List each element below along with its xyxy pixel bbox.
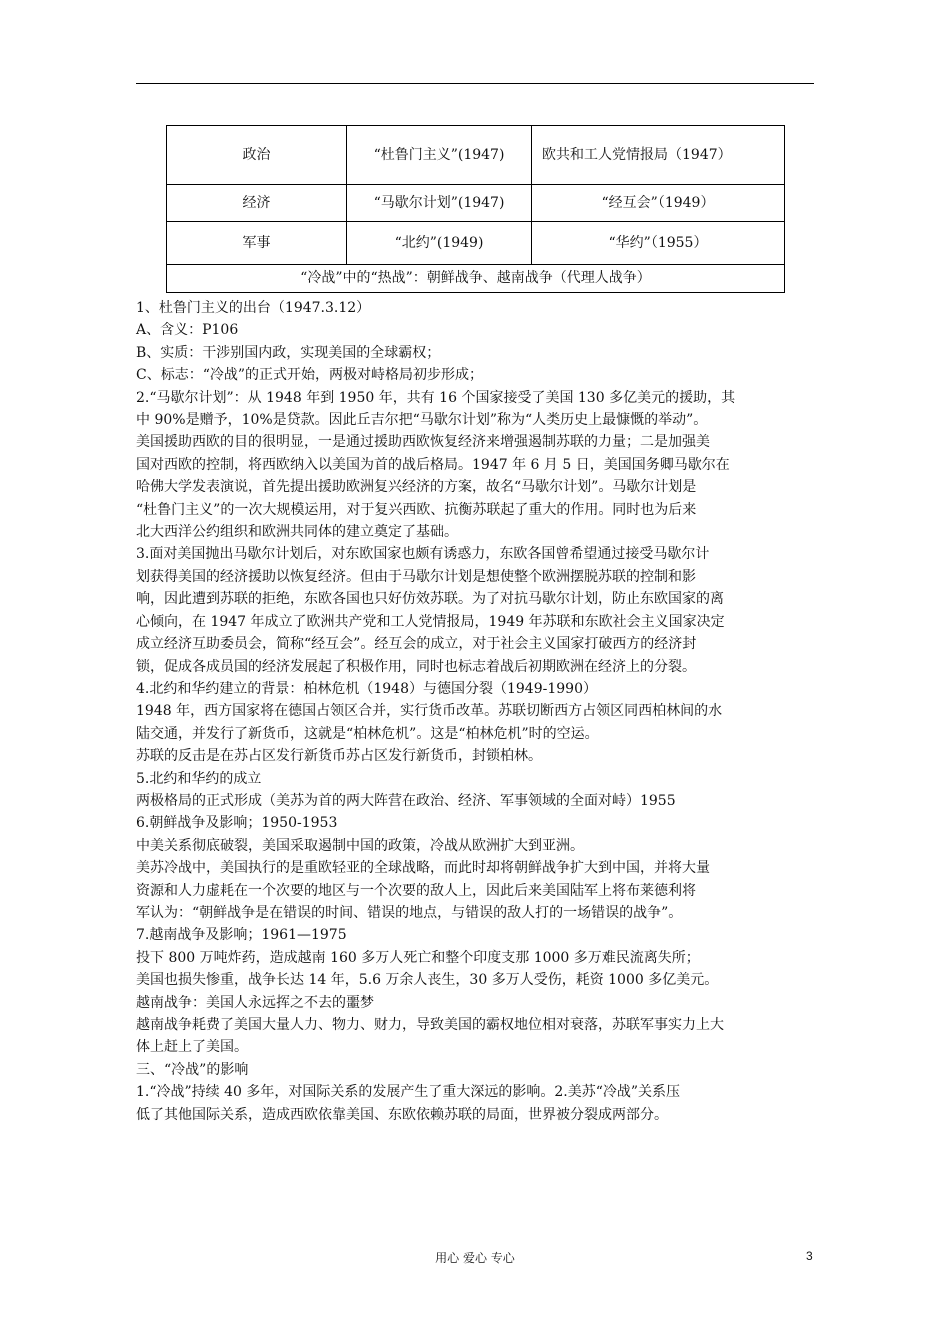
cold-war-summary-table xyxy=(166,125,785,293)
text-line: 4.北约和华约建立的背景：柏林危机（1948）与德国分裂（1949-1990） xyxy=(136,680,597,697)
text-line: 1948 年，西方国家将在德国占领区合并，实行货币改革。苏联切断西方占领区同西柏林间的水 xyxy=(136,703,723,720)
text-line: 中 90%是赠予，10%是贷款。因此丘吉尔把“马歇尔计划”称为“人类历史上最慷慨的举动”。 xyxy=(136,412,708,429)
text-line: C、标志：“冷战”的正式开始，两极对峙格局初步形成； xyxy=(136,367,484,384)
text-line: 北大西洋公约组织和欧洲共同体的建立奠定了基础。 xyxy=(136,524,458,541)
us-side-economy: “马歇尔计划”(1947) xyxy=(347,185,532,222)
us-side-politics: “杜鲁门主义”(1947) xyxy=(347,126,532,185)
table-row xyxy=(167,222,785,265)
text-line: 国对西欧的控制，将西欧纳入以美国为首的战后格局。1947 年 6 月 5 日，美国国务卿马歇尔在 xyxy=(136,456,730,473)
us-side-military: “北约”(1949) xyxy=(347,222,532,265)
text-line: 陆交通，并发行了新货币，这就是“柏林危机”。这是“柏林危机”时的空运。 xyxy=(136,725,599,742)
row-label-economy: 经济 xyxy=(167,185,347,222)
text-line: 响，因此遭到苏联的拒绝，东欧各国也只好仿效苏联。为了对抗马歇尔计划，防止东欧国家的离 xyxy=(136,591,724,608)
text-line: 美苏冷战中，美国执行的是重欧轻亚的全球战略，而此时却将朝鲜战争扩大到中国，并将大量 xyxy=(136,860,710,877)
text-line: A、含义：P106 xyxy=(136,322,239,339)
header-rule xyxy=(136,83,814,84)
text-line: 三、“冷战”的影响 xyxy=(136,1061,249,1078)
ussr-side-military: “华约”（1955） xyxy=(532,222,785,265)
text-line: B、实质：干涉别国内政，实现美国的全球霸权； xyxy=(136,344,441,361)
ussr-side-economy: “经互会”（1949） xyxy=(532,185,785,222)
text-line: 成立经济互助委员会，简称“经互会”。经互会的成立，对于社会主义国家打破西方的经济封 xyxy=(136,636,697,653)
text-line: 美国也损失惨重，战争长达 14 年，5.6 万余人丧生，30 多万人受伤，耗资 1000 多亿美元。 xyxy=(136,972,719,989)
table-row xyxy=(167,265,785,293)
row-label-politics: 政治 xyxy=(167,126,347,185)
text-line: 1.“冷战”持续 40 多年，对国际关系的发展产生了重大深远的影响。2.美苏“冷战”关系压 xyxy=(136,1084,681,1101)
text-line: 心倾向，在 1947 年成立了欧洲共产党和工人党情报局，1949 年苏联和东欧社会主义国家决定 xyxy=(136,613,725,630)
text-line: 5.北约和华约的成立 xyxy=(136,770,262,787)
text-line: 锁，促成各成员国的经济发展起了积极作用，同时也标志着战后初期欧洲在经济上的分裂。 xyxy=(136,658,696,675)
text-line: 美国援助西欧的目的很明显，一是通过援助西欧恢复经济来增强遏制苏联的力量；二是加强美 xyxy=(136,434,710,451)
page-footer: 用心 爱心 专心 xyxy=(435,1251,515,1265)
table-row xyxy=(167,126,785,185)
text-line: 哈佛大学发表演说，首先提出援助欧洲复兴经济的方案，故名“马歇尔计划”。马歇尔计划是 xyxy=(136,479,697,496)
text-line: 越南战争耗费了美国大量人力、物力、财力，导致美国的霸权地位相对衰落，苏联军事实力上大 xyxy=(136,1017,724,1033)
text-line: 军认为：“朝鲜战争是在错误的时间、错误的地点，与错误的敌人打的一场错误的战争”。 xyxy=(136,904,683,921)
text-line: 资源和人力虚耗在一个次要的地区与一个次要的敌人上，因此后来美国陆军上将布莱德利将 xyxy=(136,882,696,899)
row-label-military: 军事 xyxy=(167,222,347,265)
text-line: 6.朝鲜战争及影响；1950-1953 xyxy=(136,815,338,832)
hot-war-row: “冷战”中的“热战”：朝鲜战争、越南战争（代理人战争） xyxy=(167,265,785,293)
text-line: 体上赶上了美国。 xyxy=(136,1039,248,1056)
body-text xyxy=(136,297,818,1126)
text-line: 3.面对美国抛出马歇尔计划后，对东欧国家也颇有诱惑力，东欧各国曾希望通过接受马歇尔计 xyxy=(136,546,710,563)
text-line: 中美关系彻底破裂，美国采取遏制中国的政策，冷战从欧洲扩大到亚洲。 xyxy=(136,837,584,854)
text-line: 2.“马歇尔计划”：从 1948 年到 1950 年，共有 16 个国家接受了美国 130 多亿美元的援助，其 xyxy=(136,389,736,406)
text-line: 7.越南战争及影响；1961—1975 xyxy=(136,927,347,944)
table-row xyxy=(167,185,785,222)
text-line: 1、杜鲁门主义的出台（1947.3.12） xyxy=(136,300,371,316)
text-line: 两极格局的正式形成（美苏为首的两大阵营在政治、经济、军事领域的全面对峙）1955 xyxy=(136,792,676,809)
text-line: 苏联的反击是在苏占区发行新货币苏占区发行新货币，封锁柏林。 xyxy=(136,748,542,765)
text-line: “杜鲁门主义”的一次大规模运用，对于复兴西欧、抗衡苏联起了重大的作用。同时也为后来 xyxy=(136,501,697,518)
ussr-side-politics: 欧共和工人党情报局（1947） xyxy=(532,126,785,185)
text-line: 投下 800 万吨炸药，造成越南 160 多万人死亡和整个印度支那 1000 多万难民流离失所； xyxy=(136,949,700,966)
page-number: 3 xyxy=(806,1249,813,1263)
text-line: 越南战争：美国人永远挥之不去的噩梦 xyxy=(136,994,374,1011)
text-line: 低了其他国际关系，造成西欧依靠美国、东欧依赖苏联的局面，世界被分裂成两部分。 xyxy=(136,1106,668,1123)
text-line: 划获得美国的经济援助以恢复经济。但由于马歇尔计划是想使整个欧洲摆脱苏联的控制和影 xyxy=(136,568,696,585)
